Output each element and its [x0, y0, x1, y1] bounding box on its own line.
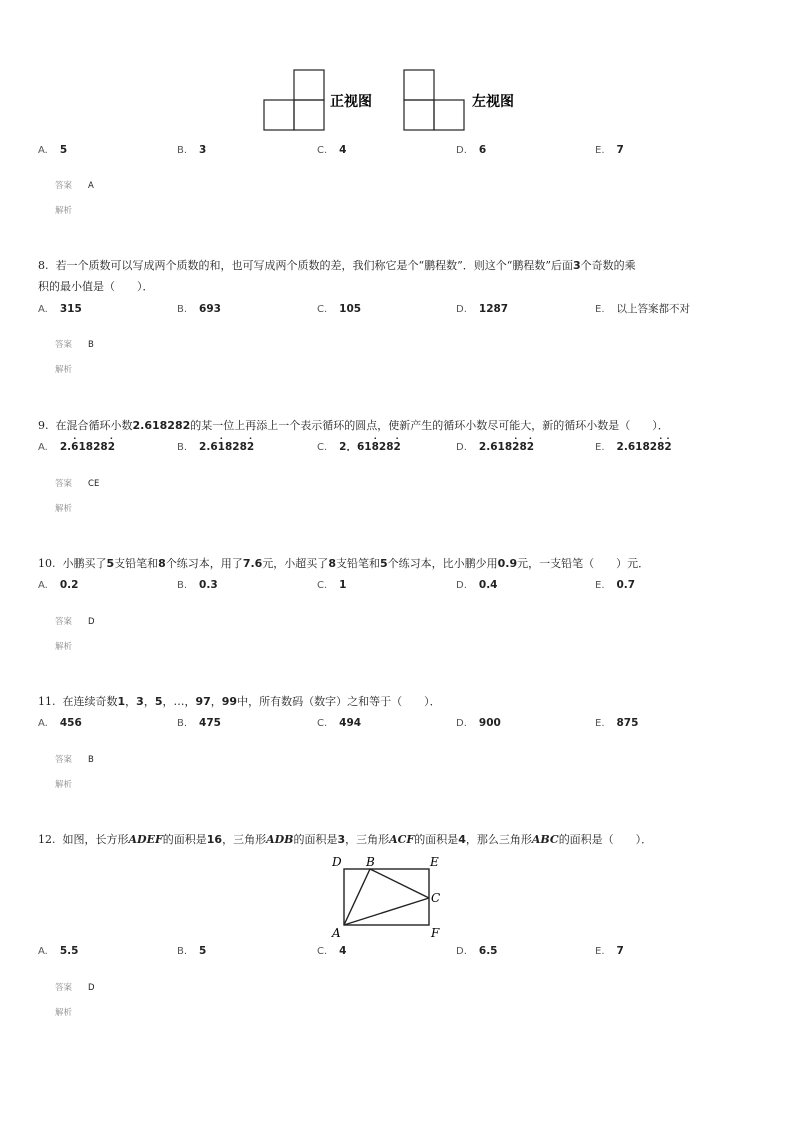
q10-answer: 答案 D [55, 617, 95, 627]
segment-bc [370, 869, 429, 898]
q12-option-e[interactable]: E. 7 [595, 945, 624, 957]
q8-explanation-label: 解析 [55, 365, 73, 375]
q11-stem: 11. 在连续奇数1，3，5，…，97，99中，所有数码（数字）之和等于（ ）． [38, 695, 441, 708]
q11-option-d[interactable]: D. 900 [456, 717, 501, 729]
q10-option-e[interactable]: E. 0.7 [595, 579, 636, 591]
three-view-figure [250, 62, 550, 136]
front-view-label: 正视图 [330, 94, 372, 110]
q9-option-e[interactable]: E. 2.61828 · 2 · [595, 434, 672, 453]
left-view-square-right [434, 100, 464, 130]
q8-option-e[interactable]: E. 以上答案都不对 [595, 303, 690, 315]
q12-stem: 12. 如图，长方形ADEF的面积是16，三角形ADB的面积是3，三角形ACF的面积是4，那么三角形ABC的面积是（ ）． [38, 833, 653, 846]
q11-option-c[interactable]: C. 494 [317, 717, 362, 729]
q11-option-b[interactable]: B. 475 [177, 717, 221, 729]
q8-option-a[interactable]: A. 315 [38, 303, 82, 315]
vertex-label-a: A [332, 926, 341, 940]
q8-answer: 答案 B [55, 340, 94, 350]
q9-option-c[interactable]: C. 2．618 · 282 · [317, 434, 401, 453]
left-view-square-top [404, 70, 434, 100]
vertex-label-e: E [430, 855, 439, 869]
q10-option-d[interactable]: D. 0.4 [456, 579, 498, 591]
q9-option-b[interactable]: B. 2.61 · 8282 · [177, 434, 255, 453]
front-view-square-mid [294, 100, 324, 130]
q10-option-c[interactable]: C. 1 [317, 579, 347, 591]
q12-option-c[interactable]: C. 4 [317, 945, 347, 957]
vertex-label-d: D [332, 855, 342, 869]
q10-option-a[interactable]: A. 0.2 [38, 579, 79, 591]
q9-explanation-label: 解析 [55, 504, 73, 514]
front-view-square-left [264, 100, 294, 130]
q7-option-a[interactable]: A. 5 [38, 144, 68, 156]
q7-option-b[interactable]: B. 3 [177, 144, 207, 156]
q7-explanation-label: 解析 [55, 206, 73, 216]
vertex-label-c: C [431, 891, 441, 905]
q10-option-b[interactable]: B. 0.3 [177, 579, 218, 591]
q7-option-d[interactable]: D. 6 [456, 144, 487, 156]
left-view-square-left [404, 100, 434, 130]
vertex-label-b: B [366, 855, 375, 869]
q11-option-a[interactable]: A. 456 [38, 717, 82, 729]
segment-ab [344, 869, 370, 925]
q8-option-c[interactable]: C. 105 [317, 303, 362, 315]
q7-answer: 答案 A [55, 181, 94, 191]
q10-explanation-label: 解析 [55, 642, 73, 652]
q9-option-a[interactable]: A. 2.6 · 18282 · [38, 434, 116, 453]
q8-stem-line1: 8. 若一个质数可以写成两个质数的和，也可写成两个质数的差，我们称它是个“鹏程数”．则这个“鹏程数”后面3个奇数的乘 [38, 259, 636, 272]
q12-answer: 答案 D [55, 983, 95, 993]
q12-option-d[interactable]: D. 6.5 [456, 945, 498, 957]
q12-option-a[interactable]: A. 5.5 [38, 945, 79, 957]
q8-option-b[interactable]: B. 693 [177, 303, 221, 315]
left-view-label: 左视图 [472, 94, 514, 110]
q12-explanation-label: 解析 [55, 1008, 73, 1018]
q9-option-d[interactable]: D. 2.6182 · 82 · [456, 434, 535, 453]
q9-answer: 答案 CE [55, 479, 100, 489]
q11-explanation-label: 解析 [55, 780, 73, 790]
q10-stem: 10. 小鹏买了5支铅笔和8个练习本，用了7.6元，小超买了8支铅笔和5个练习本，比小鹏少用0.9元，一支铅笔（ ）元． [38, 557, 650, 570]
q8-stem-line2: 积的最小值是（ ）． [38, 280, 154, 293]
q12-option-b[interactable]: B. 5 [177, 945, 207, 957]
rectangle-adef-figure [326, 852, 446, 942]
q7-option-e[interactable]: E. 7 [595, 144, 624, 156]
front-view-square-top [294, 70, 324, 100]
segment-ac [344, 898, 429, 925]
q8-option-d[interactable]: D. 1287 [456, 303, 509, 315]
q11-option-e[interactable]: E. 875 [595, 717, 639, 729]
vertex-label-f: F [431, 926, 440, 940]
q11-answer: 答案 B [55, 755, 94, 765]
q7-option-c[interactable]: C. 4 [317, 144, 347, 156]
q9-stem: 9. 在混合循环小数2.618282的某一位上再添上一个表示循环的圆点，使新产生的循环小数尽可能大，新的循环小数是（ ）． [38, 419, 669, 432]
